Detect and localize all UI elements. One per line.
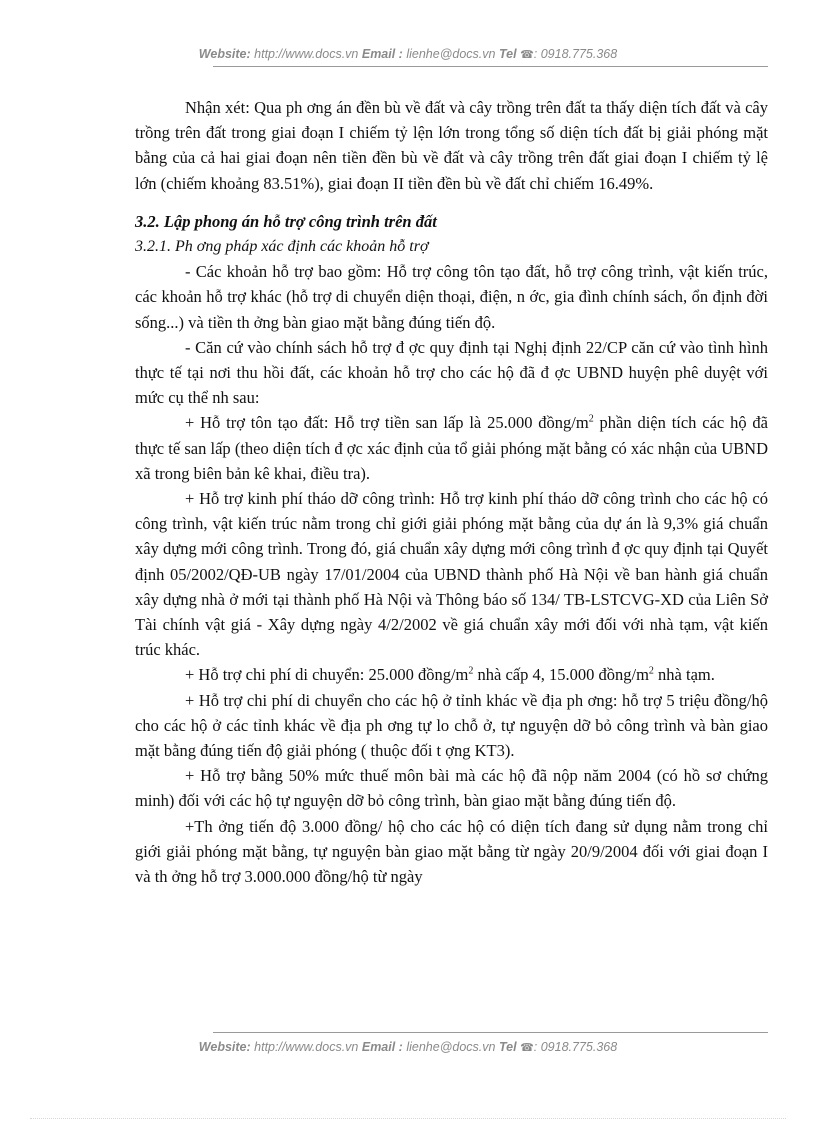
header-website-link[interactable]: http://www.docs.vn: [254, 47, 359, 61]
support-relocation-text: + Hỗ trợ chi phí di chuyển: 25.000 đồng/m: [185, 665, 469, 685]
support-demolition-paragraph: + Hỗ trợ kinh phí tháo dỡ công trình: Hỗ trợ kinh phí tháo dỡ công trình cho các hộ có công trình, vật kiến trúc nằm trong chỉ giới giải phóng mặt bằng của dự án là 9,3% giá chuẩn xây dựng mới công trình. Trong đó, giá chuẩn xây dựng mới công trình đ ợc quy định tại Quyết định 05/2002/QĐ-UB ngày 17/01/2004 của UBND thành phố Hà Nội về ban hành giá chuẩn xây dựng nhà ở mới tại thành phố Hà Nội và Thông báo số 134/ TB-LSTCVG-XD của Liên Sở Tài chính vật giá - Xây dựng ngày 4/2/2002 về giá chuẩn xây mới đối với nhà tạm, vật kiến trúc khác.: [135, 489, 768, 660]
footer-tel-label: Tel: [498, 1040, 517, 1054]
support-relocation-paragraph: [135, 662, 768, 687]
support-land-paragraph: [135, 410, 768, 486]
support-other-province-paragraph: + Hỗ trợ chi phí di chuyển cho các hộ ở tỉnh khác về địa ph ơng: hỗ trợ 5 triệu đồng/hộ cho các hộ ở các tỉnh khác về địa ph ơng tự lo chỗ ở, tự nguyện dỡ bỏ công trình và bàn giao mặt bằng đúng tiến độ giải phóng ( thuộc đối t ợng KT3).: [135, 690, 768, 761]
footer-tel-value: : 0918.775.368: [533, 1040, 618, 1054]
header-email-link[interactable]: lienhe@docs.vn: [406, 47, 496, 61]
header-rule: [213, 66, 768, 67]
remark-paragraph: Nhận xét: Qua ph ơng án đền bù về đất và cây trồng trên đất ta thấy diện tích đất và cây trồng trên đất trong giai đoạn I chiếm tỷ lện lớn trong tổng số diện tích đất bị giải phóng mặt bằng của cả hai giai đoạn nên tiền đền bù về đất và cây trồng trên đất giai đoạn I chiếm tỷ lệ lớn (chiếm khoảng 83.51%), giai đoạn II tiền đền bù về đất chỉ chiếm 16.49%.: [135, 98, 768, 193]
phone-icon: ☎: [520, 49, 534, 61]
page-header: [0, 47, 816, 61]
subsection-heading: 3.2.1. Ph ơng pháp xác định các khoản hỗ trợ: [135, 238, 429, 256]
header-email-label: Email :: [361, 47, 403, 61]
footer-website-label: Website:: [198, 1040, 251, 1054]
support-tax-paragraph: + Hỗ trợ bằng 50% mức thuế môn bài mà các hộ đã nộp năm 2004 (có hồ sơ chứng minh) đối với các hộ tự nguyện dỡ bỏ công trình, bàn giao mặt bằng đúng tiến độ.: [135, 766, 768, 811]
header-website-label: Website:: [198, 47, 251, 61]
support-basis-paragraph: - Căn cứ vào chính sách hỗ trợ đ ợc quy định tại Nghị định 22/CP căn cứ vào tình hình thực tế tại nơi thu hồi đất, các khoản hỗ trợ cho các hộ đã đ ợc UBND huyện phê duyệt với mức cụ thể nh sau:: [135, 337, 768, 408]
support-relocation-text-mid: nhà cấp 4, 15.000 đồng/m: [473, 665, 649, 685]
support-items-paragraph: - Các khoản hỗ trợ bao gồm: Hỗ trợ công tôn tạo đất, hỗ trợ công trình, vật kiến trúc, các khoản hỗ trợ khác (hỗ trợ di chuyển diện thoại, điện, n ớc, gia đình chính sách, ổn định đời sống...) và tiền th ởng bàn giao mặt bằng đúng tiến độ.: [135, 262, 768, 332]
footer-email-label: Email :: [361, 1040, 403, 1054]
phone-icon: ☎: [520, 1042, 534, 1054]
header-tel-label: Tel: [498, 47, 517, 61]
document-body: [135, 95, 768, 889]
footer-email-link[interactable]: lienhe@docs.vn: [406, 1040, 496, 1054]
superscript: 2: [588, 413, 594, 425]
page-footer: [0, 1040, 816, 1054]
support-land-text-rest: phần diện tích các hộ đã thực tế san lấp (theo diện tích đ ợc xác định của tổ giải phóng mặt bằng có xác nhận của UBND xã trong biên bản kê khai, điều tra).: [135, 413, 768, 483]
bonus-progress-paragraph: +Th ởng tiến độ 3.000 đồng/ hộ cho các hộ có diện tích đang sử dụng nằm trong chỉ giới giải phóng mặt bằng, tự nguyện bàn giao mặt bằng từ ngày 20/9/2004 đối với giai đoạn I và th ởng hỗ trợ 3.000.000 đồng/hộ từ ngày: [135, 816, 768, 887]
section-heading: 3.2. Lập phong án hỗ trợ công trình trên đất: [135, 211, 437, 231]
support-land-text: + Hỗ trợ tôn tạo đất: Hỗ trợ tiền san lấp là 25.000 đồng/m: [185, 413, 589, 433]
header-tel-value: : 0918.775.368: [533, 47, 618, 61]
footer-rule: [213, 1032, 768, 1033]
footer-website-link[interactable]: http://www.docs.vn: [254, 1040, 359, 1054]
support-relocation-text-end: nhà tạm.: [653, 665, 715, 685]
page-edge-divider: [30, 1118, 786, 1119]
superscript: 2: [648, 665, 654, 677]
superscript: 2: [468, 665, 474, 677]
